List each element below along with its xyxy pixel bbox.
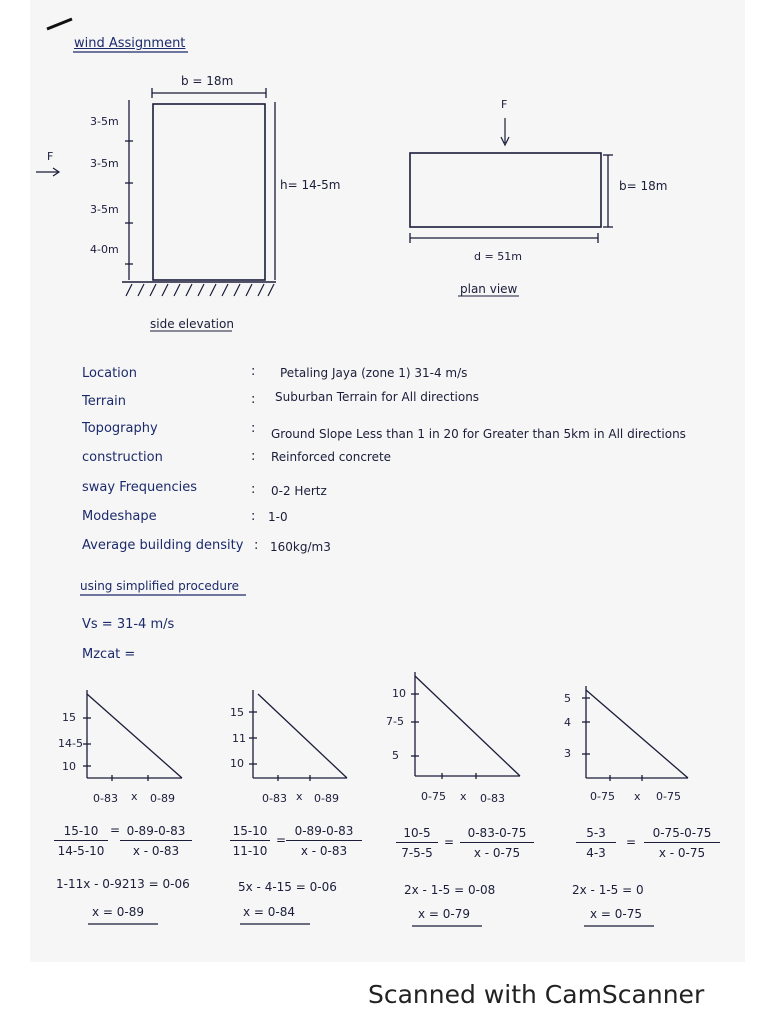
- elevation-caption: side elevation: [150, 317, 234, 331]
- eq3-left-denominator: 7-5-5: [401, 846, 433, 860]
- plan-caption: plan view: [460, 282, 518, 296]
- interpolation-graph-2: [249, 690, 347, 781]
- property-value: Suburban Terrain for All directions: [275, 390, 480, 404]
- graph4-xtick: 0-75: [590, 790, 615, 803]
- graph1-xtick: 0-83: [93, 792, 118, 805]
- eq2-result: x = 0-84: [243, 905, 296, 919]
- pen-stroke: [47, 19, 72, 29]
- eq1-equals: =: [110, 823, 121, 837]
- graph2-ytick: 15: [230, 706, 244, 719]
- graph3-ytick: 5: [392, 749, 399, 762]
- eq3-right-denominator: x - 0-75: [473, 846, 521, 860]
- eq4-result: x = 0-75: [590, 907, 643, 921]
- graph2-xtick: 0-89: [314, 792, 339, 805]
- property-colon: :: [251, 364, 256, 379]
- eq4-left-numerator: 5-3: [576, 826, 616, 843]
- eq2-right-fraction: [286, 824, 362, 858]
- eq1-right-fraction: [120, 824, 192, 858]
- property-key: Terrain: [82, 394, 127, 409]
- graph1-ytick: 15: [62, 711, 76, 724]
- property-colon: :: [251, 509, 256, 524]
- eq1-right-numerator: 0-89-0-83: [120, 824, 192, 841]
- eq3-left-numerator: 10-5: [396, 826, 438, 843]
- elevation-height-label: h= 14-5m: [280, 178, 341, 192]
- eq1-left-numerator: 15-10: [54, 824, 108, 841]
- property-colon: :: [254, 538, 259, 553]
- storey-height-3: 3-5m: [90, 203, 119, 216]
- eq2-left-numerator: 15-10: [230, 824, 270, 841]
- eq3-right-fraction: [460, 826, 534, 860]
- storey-height-1: 3-5m: [90, 115, 119, 128]
- eq2-left-fraction: [230, 824, 270, 858]
- graph3-xtick: x: [460, 790, 467, 803]
- graph3-ytick: 7-5: [386, 715, 404, 728]
- property-key: Location: [82, 366, 137, 381]
- eq3-right-numerator: 0-83-0-75: [460, 826, 534, 843]
- graph1-ytick: 14-5: [58, 737, 83, 750]
- graph4-xtick: 0-75: [656, 790, 681, 803]
- graph4-ytick: 5: [564, 692, 571, 705]
- graph3-ytick: 10: [392, 687, 406, 700]
- property-value: 1-0: [268, 510, 288, 524]
- eq3-step: 2x - 1-5 = 0-08: [404, 883, 496, 897]
- eq1-left-fraction: [54, 824, 108, 858]
- graph1-ytick: 10: [62, 760, 76, 773]
- eq2-step: 5x - 4-15 = 0-06: [238, 880, 337, 894]
- eq4-right-fraction: [644, 826, 720, 860]
- storey-height-2: 3-5m: [90, 157, 119, 170]
- eq4-step: 2x - 1-5 = 0: [572, 883, 644, 897]
- eq1-left-denominator: 14-5-10: [57, 844, 105, 858]
- property-key: sway Frequencies: [82, 480, 198, 495]
- eq4-equals: =: [626, 835, 637, 849]
- property-key: Topography: [82, 421, 158, 436]
- property-value: Petaling Jaya (zone 1) 31-4 m/s: [280, 366, 468, 380]
- mzcat-label: Mzcat =: [82, 647, 136, 662]
- graph3-xtick: 0-75: [421, 790, 446, 803]
- page-title: wind Assignment: [74, 36, 186, 51]
- eq1-step: 1-11x - 0-9213 = 0-06: [56, 877, 190, 891]
- graph2-xtick: 0-83: [262, 792, 287, 805]
- graph4-ytick: 4: [564, 716, 571, 729]
- property-value: 0-2 Hertz: [271, 484, 327, 498]
- eq1-right-denominator: x - 0-83: [132, 844, 180, 858]
- eq2-right-denominator: x - 0-83: [300, 844, 348, 858]
- graph1-xtick: 0-89: [150, 792, 175, 805]
- interpolation-graph-1: [83, 690, 182, 781]
- property-colon: :: [251, 392, 256, 407]
- eq4-left-fraction: [576, 826, 616, 860]
- plan-view-drawing: [410, 118, 613, 296]
- graph2-ytick: 10: [230, 757, 244, 770]
- vs-value: Vs = 31-4 m/s: [82, 617, 175, 632]
- plan-force-label: F: [501, 98, 508, 111]
- property-key: Modeshape: [82, 509, 157, 524]
- property-value: Reinforced concrete: [271, 450, 392, 464]
- elevation-width-label: b = 18m: [181, 74, 234, 88]
- eq3-left-fraction: [396, 826, 438, 860]
- property-colon: :: [251, 482, 256, 497]
- plan-depth-label: d = 51m: [474, 250, 522, 263]
- eq2-equals: =: [276, 833, 287, 847]
- interpolation-graph-3: [411, 672, 520, 779]
- eq2-left-denominator: 11-10: [232, 844, 268, 858]
- camscanner-watermark: Scanned with CamScanner: [368, 980, 705, 1009]
- graph2-xtick: x: [296, 790, 303, 803]
- result-underlines: [88, 924, 654, 926]
- graph3-xtick: 0-83: [480, 792, 505, 805]
- elevation-force-label: F: [47, 150, 54, 163]
- property-key: Average building density: [82, 538, 244, 553]
- eq4-left-denominator: 4-3: [586, 846, 606, 860]
- graph2-ytick: 11: [232, 732, 246, 745]
- eq3-result: x = 0-79: [418, 907, 471, 921]
- property-key: construction: [82, 450, 163, 465]
- eq4-right-numerator: 0-75-0-75: [644, 826, 720, 843]
- graph4-xtick: x: [634, 790, 641, 803]
- eq2-right-numerator: 0-89-0-83: [286, 824, 362, 841]
- side-elevation-drawing: [36, 88, 276, 331]
- storey-height-4: 4-0m: [90, 243, 119, 256]
- procedure-title: using simplified procedure: [80, 579, 240, 593]
- plan-width-label: b= 18m: [619, 179, 668, 193]
- property-value: 160kg/m3: [270, 540, 331, 554]
- interpolation-graph-4: [582, 686, 688, 781]
- property-value: Ground Slope Less than 1 in 20 for Greater than 5km in All directions: [271, 427, 686, 441]
- property-colon: :: [251, 421, 256, 436]
- eq1-result: x = 0-89: [92, 905, 145, 919]
- eq4-right-denominator: x - 0-75: [658, 846, 706, 860]
- property-colon: :: [251, 449, 256, 464]
- graph4-ytick: 3: [564, 747, 571, 760]
- graph1-xtick: x: [131, 790, 138, 803]
- eq3-equals: =: [444, 835, 455, 849]
